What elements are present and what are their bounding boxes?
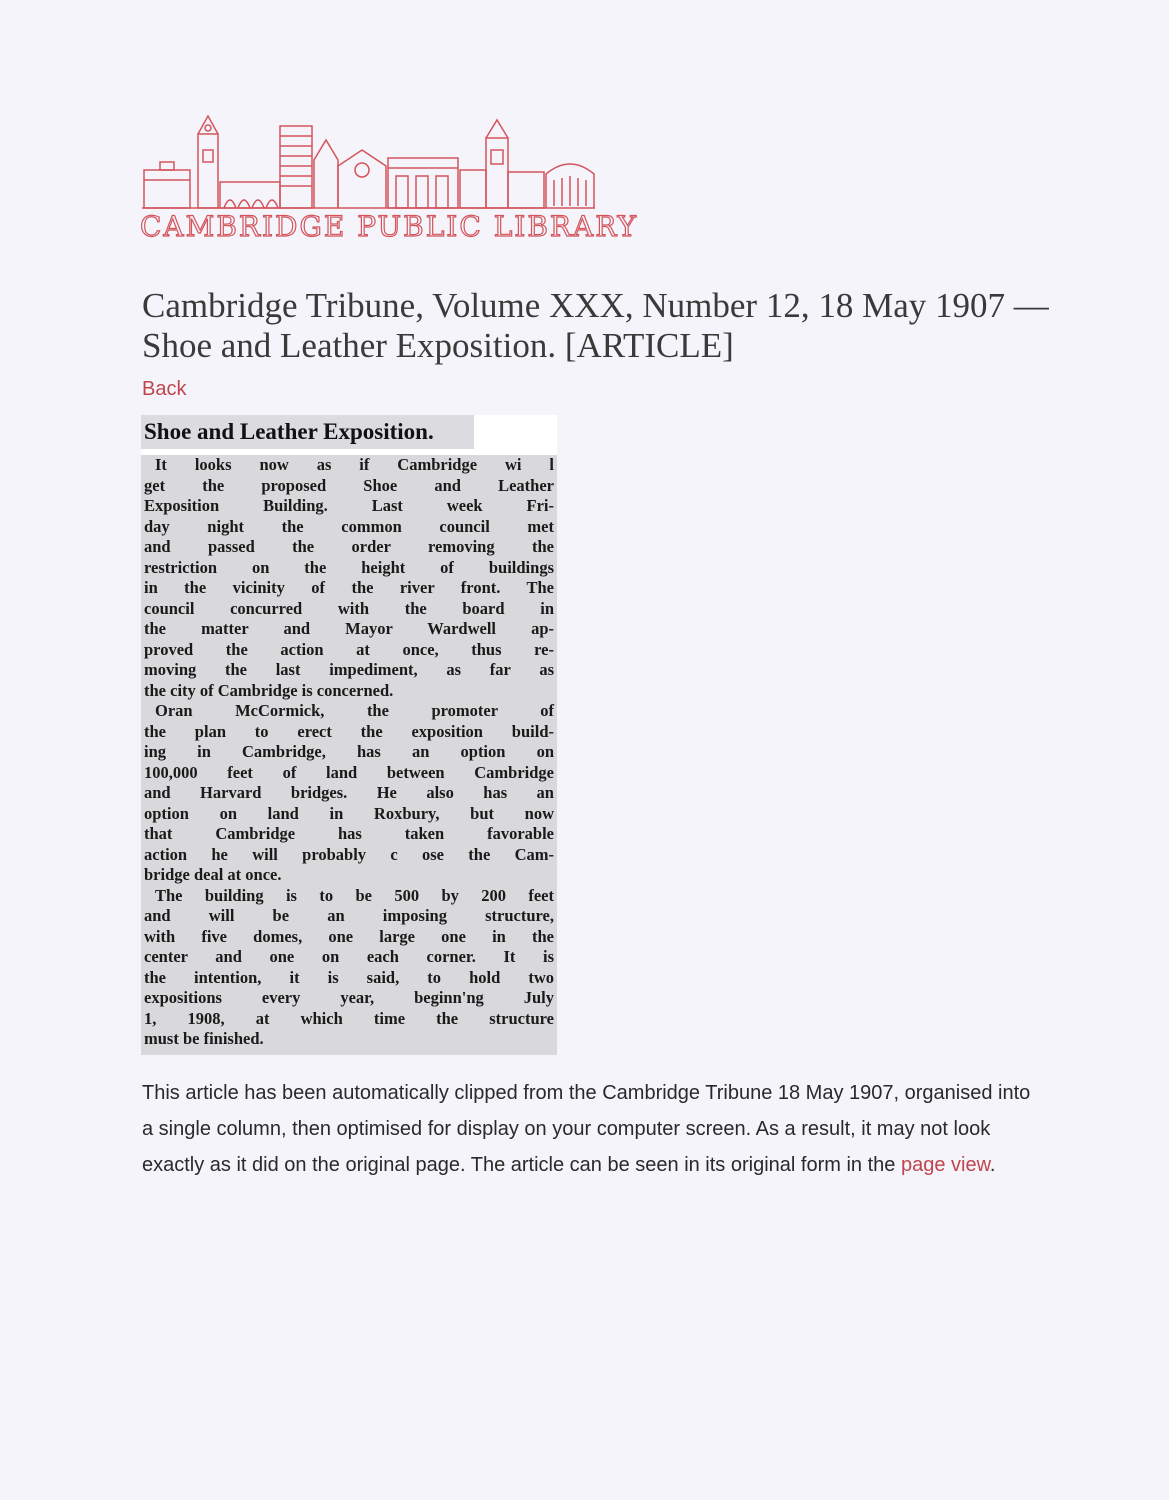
clipping-line: must be finished. <box>144 1029 264 1048</box>
clipping-line: The building is to be 500 by 200 feet <box>155 885 554 905</box>
clipping-line: expositions every year, beginn'ng July <box>144 988 554 1007</box>
page-title: Cambridge Tribune, Volume XXX, Number 12, 18 May 1907 — Shoe and Leather Exposition. [ARTICLE] <box>142 286 1049 365</box>
logo-wordmark: CAMBRIDGE PUBLIC LIBRARY <box>140 210 638 243</box>
clipping-line: It looks now as if Cambridge wi l <box>155 455 554 474</box>
clipping-line: and Harvard bridges. He also has an <box>144 783 554 802</box>
clipping-line: council concurred with the board in <box>144 598 554 618</box>
library-logo[interactable] <box>140 110 638 250</box>
clipping-line: the intention, it is said, to hold two <box>144 967 554 987</box>
clipping-line: bridge deal at once. <box>144 865 282 884</box>
clipping-line: Oran McCormick, the promoter of <box>155 701 554 720</box>
clipping-line: with five domes, one large one in the <box>144 926 554 946</box>
clipping-line: the city of Cambridge is concerned. <box>144 680 394 700</box>
clipping-line: day night the common council met <box>144 516 554 536</box>
clipping-line: restriction on the height of buildings <box>144 557 554 577</box>
clipping-line: ing in Cambridge, has an option on <box>144 742 554 761</box>
clipping-line: in the vicinity of the river front. The <box>144 578 554 597</box>
clipping-note <box>142 1075 1042 1183</box>
article-clipping <box>141 415 557 1055</box>
clipping-line: 1, 1908, at which time the structure <box>144 1008 554 1028</box>
clipping-line: and will be an imposing structure, <box>144 906 554 925</box>
clipping-line: action he will probably c ose the Cam- <box>144 844 554 864</box>
note-end: . <box>989 1154 996 1176</box>
page-view-link[interactable]: page view <box>900 1154 990 1176</box>
skyline-icon <box>140 110 600 210</box>
clipping-body <box>141 455 557 1055</box>
clipping-line: the matter and Mayor Wardwell ap- <box>144 619 554 638</box>
clipping-line: moving the last impediment, as far as <box>144 660 554 679</box>
clipping-line: 100,000 feet of land between Cambridge <box>144 762 554 782</box>
clipping-line: center and one on each corner. It is <box>144 947 554 966</box>
back-link[interactable]: Back <box>142 378 187 400</box>
clipping-line: the plan to erect the exposition build- <box>144 721 554 741</box>
clipping-line: get the proposed Shoe and Leather <box>144 475 554 495</box>
clipping-line: Exposition Building. Last week Fri- <box>144 496 554 515</box>
clipping-line: proved the action at once, thus re- <box>144 639 554 659</box>
clipping-line: that Cambridge has taken favorable <box>144 824 554 843</box>
clipping-headline: Shoe and Leather Exposition. <box>141 415 474 449</box>
note-text: This article has been automatically clipped from the Cambridge Tribune 18 May 1907, organised into a single column, then optimised for display on your computer screen. As a result, it may not look exactly as it did on the original page. The article can be seen in its original form in the <box>142 1082 1031 1176</box>
clipping-line: and passed the order removing the <box>144 537 554 556</box>
clipping-line: option on land in Roxbury, but now <box>144 803 554 823</box>
